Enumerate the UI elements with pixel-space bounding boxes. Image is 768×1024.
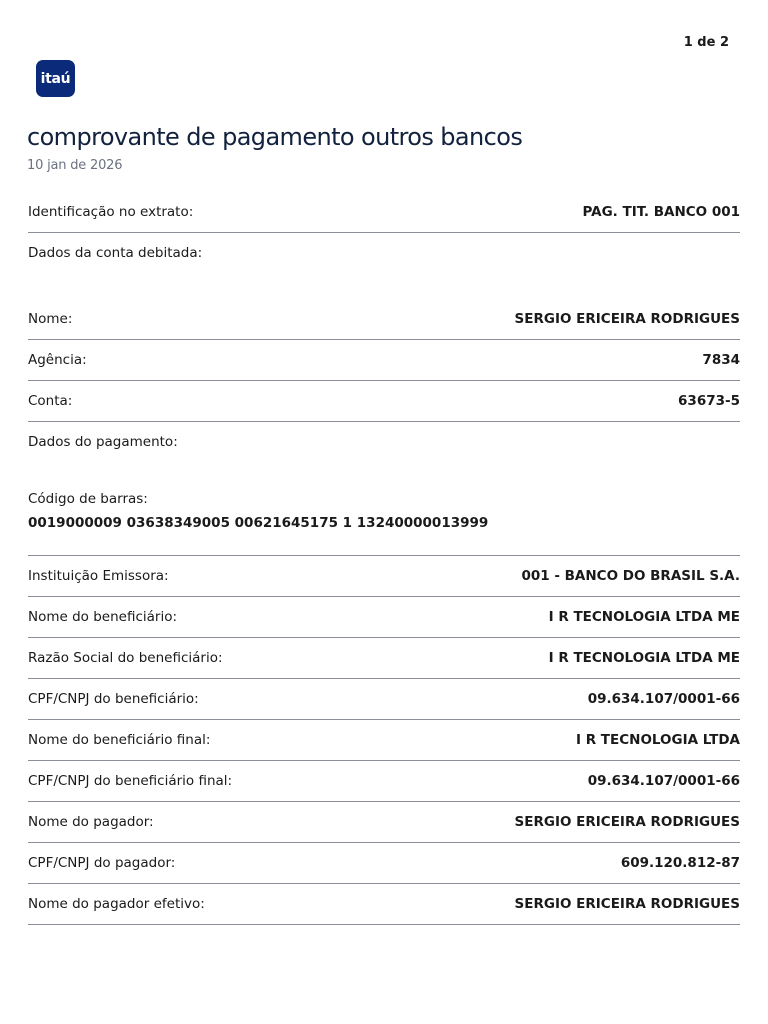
payment-detail-value: SERGIO ERICEIRA RODRIGUES <box>514 896 740 912</box>
payment-detail-row <box>28 884 740 925</box>
agency-label: Agência: <box>28 352 87 368</box>
payment-detail-label: CPF/CNPJ do beneficiário final: <box>28 773 233 789</box>
debited-account-section <box>28 233 740 299</box>
payment-detail-row <box>28 679 740 720</box>
payment-section-label: Dados do pagamento: <box>28 434 178 450</box>
name-value: SERGIO ERICEIRA RODRIGUES <box>514 311 740 327</box>
logo-text: itaú <box>40 70 71 87</box>
barcode-label: Código de barras: <box>28 491 148 507</box>
statement-id-row <box>28 192 740 233</box>
payment-detail-value: I R TECNOLOGIA LTDA <box>575 732 740 748</box>
barcode-value: 0019000009 03638349005 00621645175 1 13240000013999 <box>28 515 489 531</box>
debited-account-section-label: Dados da conta debitada: <box>28 245 203 261</box>
payment-section <box>28 422 740 488</box>
payment-detail-row <box>28 556 740 597</box>
payment-detail-row <box>28 597 740 638</box>
payment-detail-row <box>28 761 740 802</box>
statement-id-label: Identificação no extrato: <box>28 204 194 220</box>
receipt-details <box>28 192 740 925</box>
payment-detail-value: 001 - BANCO DO BRASIL S.A. <box>521 568 740 584</box>
payment-detail-label: Nome do pagador efetivo: <box>28 896 205 912</box>
payment-detail-label: Nome do pagador: <box>28 814 154 830</box>
payment-detail-value: I R TECNOLOGIA LTDA ME <box>548 609 740 625</box>
name-label: Nome: <box>28 311 73 327</box>
payment-detail-value: SERGIO ERICEIRA RODRIGUES <box>514 814 740 830</box>
payment-detail-label: Nome do beneficiário: <box>28 609 178 625</box>
payment-detail-label: CPF/CNPJ do pagador: <box>28 855 176 871</box>
agency-row <box>28 340 740 381</box>
payment-detail-value: 09.634.107/0001-66 <box>587 691 740 707</box>
account-label: Conta: <box>28 393 73 409</box>
payment-detail-label: Razão Social do beneficiário: <box>28 650 223 666</box>
page-counter: 1 de 2 <box>683 35 729 50</box>
payment-detail-row <box>28 638 740 679</box>
account-row <box>28 381 740 422</box>
page-title: comprovante de pagamento outros bancos <box>27 123 523 151</box>
payment-detail-value: I R TECNOLOGIA LTDA ME <box>548 650 740 666</box>
payment-detail-label: Instituição Emissora: <box>28 568 169 584</box>
payment-detail-row <box>28 720 740 761</box>
statement-id-value: PAG. TIT. BANCO 001 <box>582 204 740 220</box>
receipt-date: 10 jan de 2026 <box>27 158 123 173</box>
name-row <box>28 299 740 340</box>
itau-logo <box>36 60 75 97</box>
payment-detail-label: Nome do beneficiário final: <box>28 732 211 748</box>
agency-value: 7834 <box>702 352 740 368</box>
payment-detail-value: 09.634.107/0001-66 <box>587 773 740 789</box>
payment-detail-label: CPF/CNPJ do beneficiário: <box>28 691 199 707</box>
payment-detail-row <box>28 843 740 884</box>
payment-detail-value: 609.120.812-87 <box>620 855 740 871</box>
payment-detail-row <box>28 802 740 843</box>
barcode-row <box>28 488 740 556</box>
account-value: 63673-5 <box>678 393 740 409</box>
